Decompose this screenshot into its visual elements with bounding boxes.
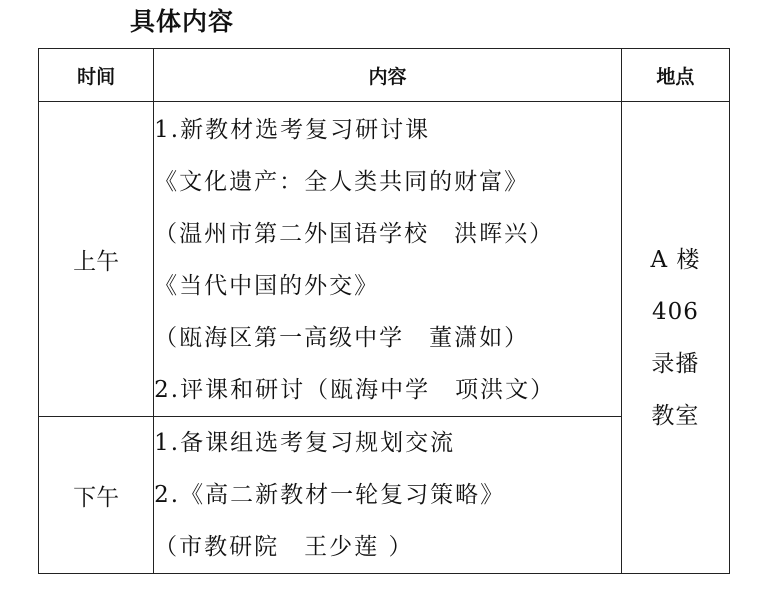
table-header-row <box>39 49 730 102</box>
content-line: 《当代中国的外交》 <box>154 273 380 299</box>
place-line: 录播 <box>651 350 700 377</box>
content-line: （温州市第二外国语学校 洪晖兴） <box>154 221 555 247</box>
content-line: 1.备课组选考复习规划交流 <box>154 430 456 456</box>
header-place: 地点 <box>621 49 729 102</box>
table-row-morning <box>39 102 730 417</box>
content-line: 1.新教材选考复习研讨课 <box>154 117 431 143</box>
section-heading: 具体内容 <box>130 7 235 36</box>
content-cell-morning <box>154 102 622 417</box>
content-line: 2.《高二新教材一轮复习策略》 <box>154 482 506 508</box>
place-line: A 楼 <box>650 246 701 273</box>
content-line: （市教研院 王少莲 ） <box>154 534 414 560</box>
schedule-table <box>38 48 730 574</box>
time-cell-afternoon: 下午 <box>39 417 154 574</box>
content-line: 2.评课和研讨（瓯海中学 项洪文） <box>154 377 556 403</box>
header-time: 时间 <box>39 49 154 102</box>
place-line: 教室 <box>651 402 700 429</box>
header-content: 内容 <box>154 49 622 102</box>
place-line: 406 <box>651 298 699 325</box>
content-line: （瓯海区第一高级中学 董潇如） <box>154 325 530 351</box>
place-cell <box>621 102 729 574</box>
content-cell-afternoon <box>154 417 622 574</box>
content-line: 《文化遗产：全人类共同的财富》 <box>154 169 530 195</box>
time-cell-morning: 上午 <box>39 102 154 417</box>
